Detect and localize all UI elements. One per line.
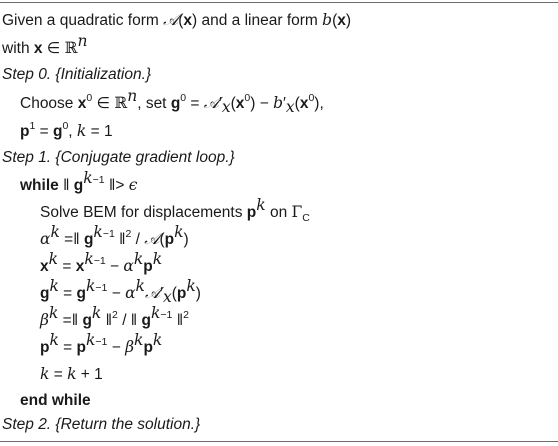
g-update-line: $g^k = g^{k-1}$ − $\alpha^k𝒜'_x(p^k)$ <box>40 276 201 307</box>
while-keyword: while <box>20 177 59 194</box>
step0-assign-line: $p^1 = g^0$, k = 1 <box>20 119 113 140</box>
while-line: while ‖ $g^{k-1}$ ‖> ϵ <box>20 168 138 194</box>
x-update-line: $x^k = x^{k-1} - \alpha^kp^k$ <box>40 249 163 275</box>
top-rule <box>0 2 558 3</box>
step0-init-line: Choose $x^0$ ∈ ℝ$^n$, set $g^0$ = $𝒜'_x(x^0) - b'_x(x^0)$, <box>20 86 324 117</box>
end-while-line: end while <box>20 392 91 409</box>
p-update-line: $p^k = p^{k-1} - \beta^kp^k$ <box>40 330 163 356</box>
step1-title: Step 1. {Conjugate gradient loop.} <box>2 149 235 166</box>
solve-bem-line: Solve BEM for displacements $p^k$ on $\Gamma_C$ <box>40 195 310 225</box>
intro-line-1: Given a quadratic form 𝒜(x) and a linear form b(x) <box>2 10 352 29</box>
step2-title: Step 2. {Return the solution.} <box>2 416 201 433</box>
k-increment-line: k = k + 1 <box>40 365 103 383</box>
step0-title: Step 0. {Initialization.} <box>2 66 152 83</box>
beta-line: $\beta^k$ =‖ $g^k$ ‖$^2$ / ‖ $g^{k-1}$ ‖$^2$ <box>40 303 189 329</box>
alpha-line: $\alpha^k$ =‖ $g^{k-1}$ ‖$^2$ / $𝒜(p^k)$ <box>40 222 189 248</box>
intro-line-2: with x ∈ ℝ$^n$ <box>2 31 88 57</box>
bottom-rule <box>0 441 558 442</box>
